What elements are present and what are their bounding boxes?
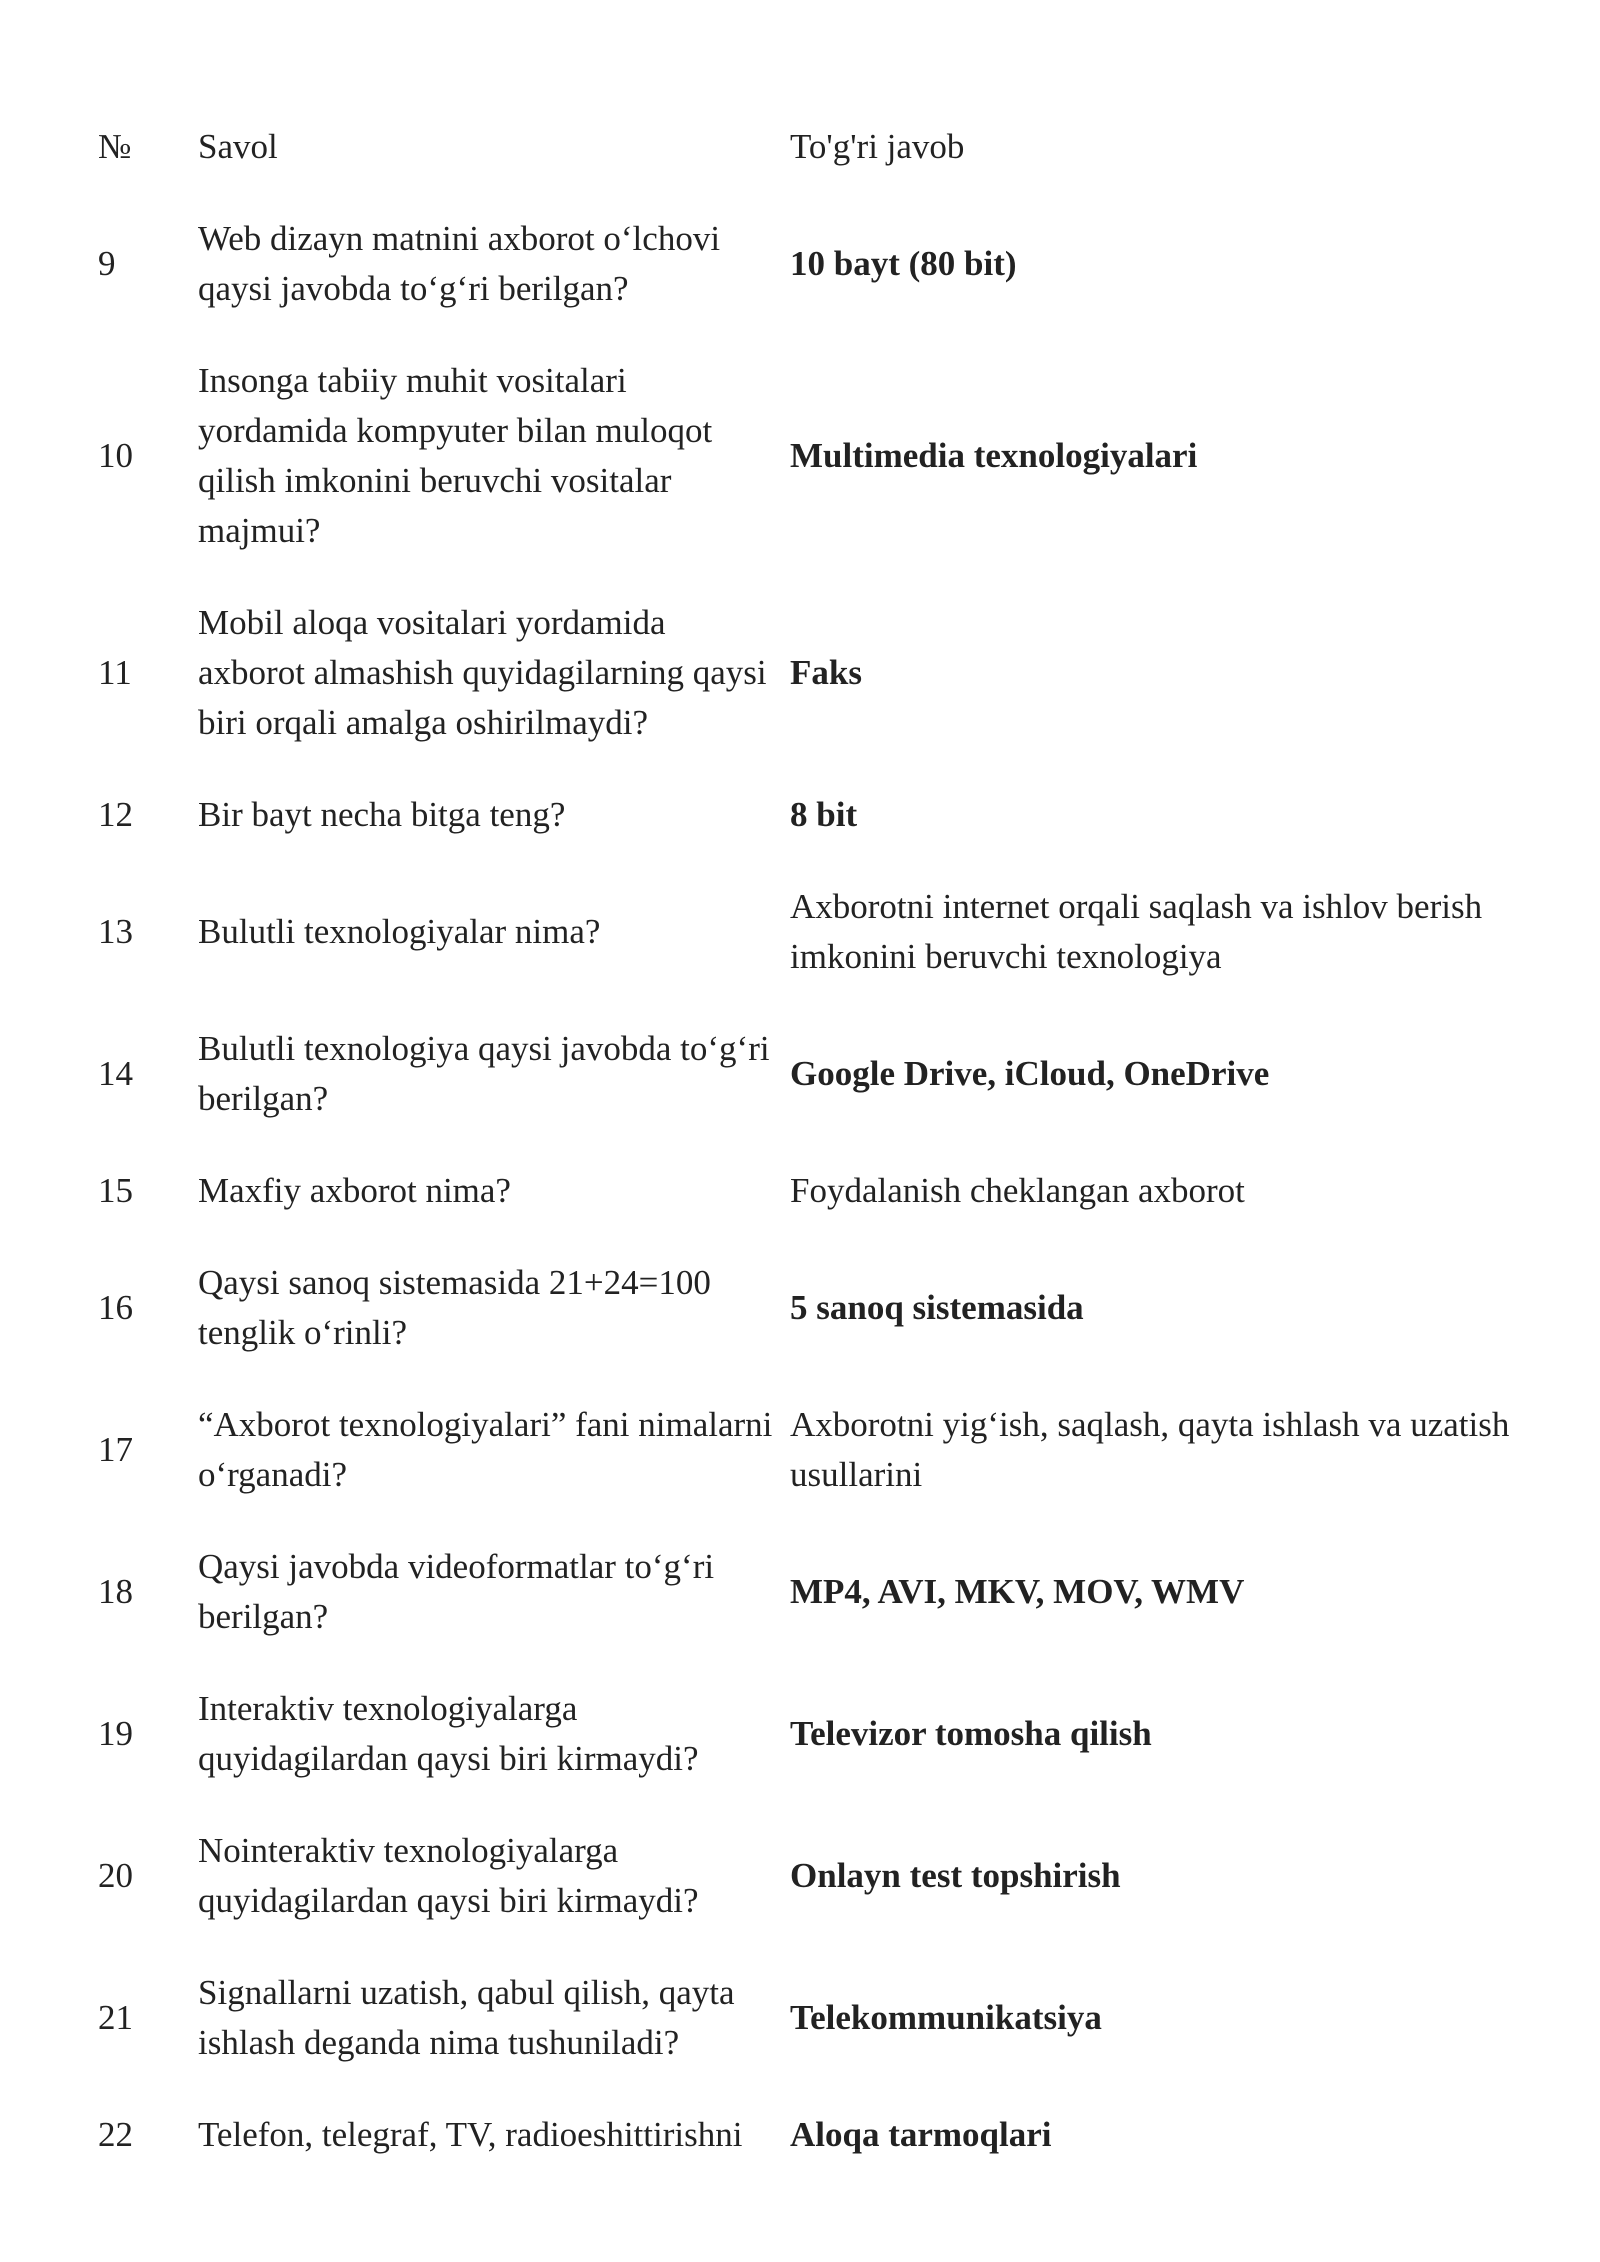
answer-text: 5 sanoq sistemasida xyxy=(790,1288,1084,1327)
table-row xyxy=(98,356,1558,556)
question-number: 12 xyxy=(98,795,133,834)
header-answer: To'g'ri javob xyxy=(790,127,965,166)
answer-text: Multimedia texnologiyalari xyxy=(790,436,1198,475)
row-spacer xyxy=(98,2068,1558,2110)
answer-text: Google Drive, iCloud, OneDrive xyxy=(790,1054,1270,1093)
question-number: 14 xyxy=(98,1054,133,1093)
answer-text: Telekommunikatsiya xyxy=(790,1998,1102,2037)
table-row xyxy=(98,1024,1558,1124)
question-number: 9 xyxy=(98,244,116,283)
header-question: Savol xyxy=(198,127,278,166)
table-row xyxy=(98,214,1558,314)
row-spacer xyxy=(98,1784,1558,1826)
question-text: Bulutli texnologiya qaysi javobda to‘g‘ri berilgan? xyxy=(198,1029,770,1118)
row-spacer-cell xyxy=(98,1358,1558,1400)
answer-text: 10 bayt (80 bit) xyxy=(790,244,1017,283)
question-number: 20 xyxy=(98,1856,133,1895)
table-row xyxy=(98,1968,1558,2068)
table-header xyxy=(98,122,1558,172)
row-spacer-cell xyxy=(98,1642,1558,1684)
row-spacer-cell xyxy=(98,172,1558,214)
answer-text: 8 bit xyxy=(790,795,858,834)
row-spacer xyxy=(98,1500,1558,1542)
question-text: “Axborot texnologiyalari” fani nimalarni o‘rganadi? xyxy=(198,1405,773,1494)
row-spacer-cell xyxy=(98,840,1558,882)
qa-table xyxy=(98,122,1558,2160)
table-row xyxy=(98,882,1558,982)
question-number: 13 xyxy=(98,912,133,951)
row-spacer-cell xyxy=(98,982,1558,1024)
answer-text: Axborotni internet orqali saqlash va ishlov berish imkonini beruvchi texnologiya xyxy=(790,887,1483,976)
row-spacer-cell xyxy=(98,1784,1558,1826)
header-number: № xyxy=(98,127,132,166)
row-spacer xyxy=(98,1926,1558,1968)
question-number: 19 xyxy=(98,1714,133,1753)
row-spacer-cell xyxy=(98,1124,1558,1166)
question-number: 10 xyxy=(98,436,133,475)
table-row xyxy=(98,598,1558,748)
question-number: 18 xyxy=(98,1572,133,1611)
table-body xyxy=(98,172,1558,2160)
question-number: 17 xyxy=(98,1430,133,1469)
row-spacer xyxy=(98,556,1558,598)
row-spacer xyxy=(98,1216,1558,1258)
row-spacer-cell xyxy=(98,1216,1558,1258)
row-spacer xyxy=(98,314,1558,356)
table-row xyxy=(98,1684,1558,1784)
question-text: Bulutli texnologiyalar nima? xyxy=(198,912,601,951)
question-text: Interaktiv texnologiyalarga quyidagilardan qaysi biri kirmaydi? xyxy=(198,1689,699,1778)
row-spacer xyxy=(98,982,1558,1024)
row-spacer xyxy=(98,1124,1558,1166)
table-row xyxy=(98,1166,1558,1216)
answer-text: Axborotni yig‘ish, saqlash, qayta ishlash va uzatish usullarini xyxy=(790,1405,1510,1494)
row-spacer xyxy=(98,1642,1558,1684)
question-text: Telefon, telegraf, TV, radioeshittirishni xyxy=(198,2115,743,2154)
table-row xyxy=(98,1542,1558,1642)
answer-text: Televizor tomosha qilish xyxy=(790,1714,1152,1753)
table-row xyxy=(98,1258,1558,1358)
row-spacer-cell xyxy=(98,2068,1558,2110)
table-row xyxy=(98,1826,1558,1926)
question-text: Nointeraktiv texnologiyalarga quyidagilardan qaysi biri kirmaydi? xyxy=(198,1831,699,1920)
table-row xyxy=(98,1400,1558,1500)
answer-text: Onlayn test topshirish xyxy=(790,1856,1121,1895)
question-text: Insonga tabiiy muhit vositalari yordamida kompyuter bilan muloqot qilish imkonini beruvchi vositalar majmui? xyxy=(198,361,713,550)
answer-text: Aloqa tarmoqlari xyxy=(790,2115,1052,2154)
question-text: Mobil aloqa vositalari yordamida axborot almashish quyidagilarning qaysi biri orqali amalga oshirilmaydi? xyxy=(198,603,767,742)
question-number: 15 xyxy=(98,1171,133,1210)
question-number: 16 xyxy=(98,1288,133,1327)
question-text: Signallarni uzatish, qabul qilish, qayta ishlash deganda nima tushuniladi? xyxy=(198,1973,735,2062)
row-spacer xyxy=(98,172,1558,214)
question-number: 21 xyxy=(98,1998,133,2037)
row-spacer xyxy=(98,748,1558,790)
question-text: Bir bayt necha bitga teng? xyxy=(198,795,566,834)
row-spacer-cell xyxy=(98,556,1558,598)
row-spacer-cell xyxy=(98,1926,1558,1968)
row-spacer-cell xyxy=(98,1500,1558,1542)
answer-text: Faks xyxy=(790,653,862,692)
question-text: Web dizayn matnini axborot o‘lchovi qaysi javobda to‘g‘ri berilgan? xyxy=(198,219,721,308)
question-text: Qaysi javobda videoformatlar to‘g‘ri berilgan? xyxy=(198,1547,715,1636)
answer-text: Foydalanish cheklangan axborot xyxy=(790,1171,1245,1210)
table-row xyxy=(98,790,1558,840)
row-spacer-cell xyxy=(98,748,1558,790)
question-text: Maxfiy axborot nima? xyxy=(198,1171,511,1210)
answer-text: MP4, AVI, MKV, MOV, WMV xyxy=(790,1572,1245,1611)
row-spacer-cell xyxy=(98,314,1558,356)
question-number: 11 xyxy=(98,653,132,692)
row-spacer xyxy=(98,1358,1558,1400)
question-text: Qaysi sanoq sistemasida 21+24=100 tenglik o‘rinli? xyxy=(198,1263,711,1352)
question-number: 22 xyxy=(98,2115,133,2154)
table-row xyxy=(98,2110,1558,2160)
header-row xyxy=(98,122,1558,172)
row-spacer xyxy=(98,840,1558,882)
